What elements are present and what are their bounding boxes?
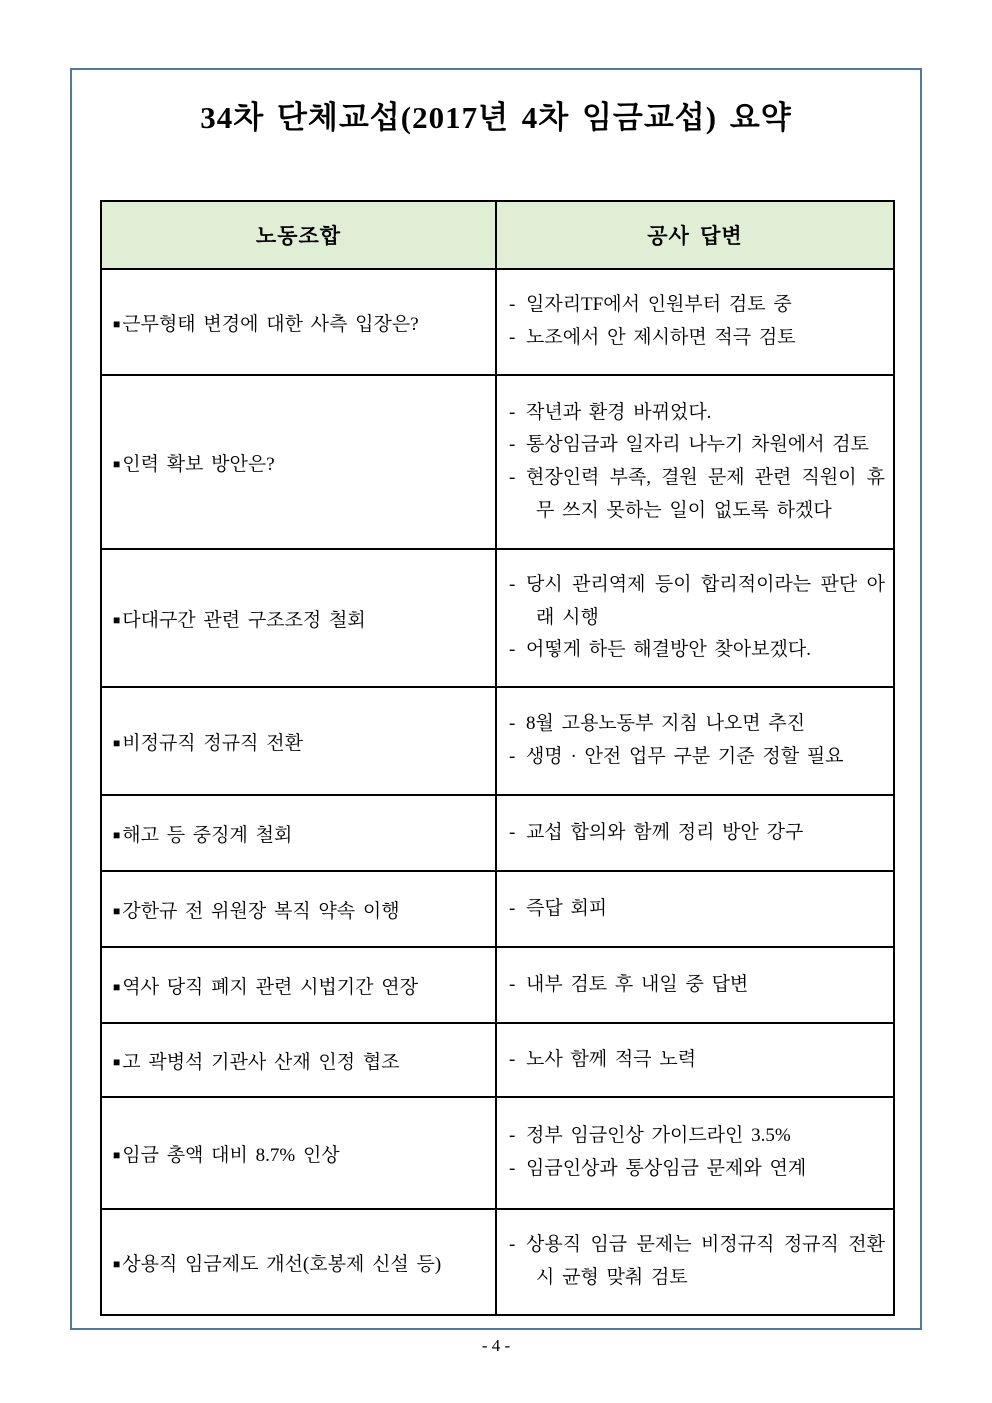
reply-line xyxy=(509,817,885,850)
dash-icon: - xyxy=(509,821,516,843)
square-bullet-icon: ■ xyxy=(113,1054,121,1069)
reply-line xyxy=(509,1229,885,1294)
union-demand xyxy=(113,605,487,632)
reply-line xyxy=(509,289,885,322)
union-cell xyxy=(101,269,496,375)
reply-text: 임금인상과 통상임금 문제와 연계 xyxy=(526,1158,807,1179)
reply-text: 당시 관리역제 등이 합리적이라는 판단 아래 시행 xyxy=(526,573,885,628)
union-demand-text: 다대구간 관련 구조조정 철회 xyxy=(122,609,366,631)
dash-icon: - xyxy=(509,401,516,423)
union-demand-text: 비정규직 정규직 전환 xyxy=(122,732,303,754)
dash-icon: - xyxy=(509,573,516,595)
negotiation-summary-table xyxy=(100,200,895,1316)
table-row xyxy=(101,947,894,1023)
square-bullet-icon: ■ xyxy=(113,735,121,750)
square-bullet-icon: ■ xyxy=(113,979,121,994)
table-row xyxy=(101,1023,894,1097)
company-reply-cell xyxy=(496,1023,894,1097)
dash-icon: - xyxy=(509,1125,516,1147)
reply-text: 일자리TF에서 인원부터 검토 중 xyxy=(526,294,792,316)
union-cell xyxy=(101,1097,496,1209)
union-demand xyxy=(113,1140,487,1167)
company-reply-cell xyxy=(496,1209,894,1315)
reply-line xyxy=(509,397,885,430)
union-demand xyxy=(113,972,487,999)
square-bullet-icon: ■ xyxy=(113,316,121,331)
reply-line xyxy=(509,741,885,774)
reply-line xyxy=(509,462,885,527)
reply-text: 현장인력 부족, 결원 문제 관련 직원이 휴무 쓰지 못하는 일이 없도록 하겠다 xyxy=(526,467,885,521)
page-number: - 4 - xyxy=(481,1336,511,1355)
reply-text: 8월 고용노동부 지침 나오면 추진 xyxy=(526,713,806,735)
dash-icon: - xyxy=(509,1234,516,1256)
union-cell xyxy=(101,795,496,871)
table-row xyxy=(101,549,894,687)
union-demand-text: 고 곽병석 기관사 산재 인정 협조 xyxy=(122,1051,400,1073)
reply-text: 교섭 합의와 함께 정리 방안 강구 xyxy=(526,821,804,843)
reply-line xyxy=(509,708,885,741)
reply-line xyxy=(509,1153,885,1186)
dash-icon: - xyxy=(509,639,516,661)
company-reply-cell xyxy=(496,549,894,687)
reply-text: 노사 함께 적극 노력 xyxy=(526,1048,697,1070)
table-row xyxy=(101,795,894,871)
reply-text: 정부 임금인상 가이드라인 3.5% xyxy=(526,1125,791,1147)
union-demand xyxy=(113,728,487,755)
table-row xyxy=(101,375,894,549)
dash-icon: - xyxy=(509,973,516,995)
table-header-row xyxy=(101,201,894,269)
union-demand-text: 해고 등 중징계 철회 xyxy=(122,824,293,846)
square-bullet-icon: ■ xyxy=(113,456,121,471)
reply-text: 노조에서 안 제시하면 적극 검토 xyxy=(526,327,796,348)
reply-text: 상용직 임금 문제는 비정규직 정규직 전환 시 균형 맞춰 검토 xyxy=(526,1234,885,1288)
table-row xyxy=(101,1209,894,1315)
reply-line xyxy=(509,1120,885,1153)
union-demand-text: 상용직 임금제도 개선(호봉제 신설 등) xyxy=(122,1253,442,1275)
reply-line xyxy=(509,429,885,462)
union-cell xyxy=(101,375,496,549)
square-bullet-icon: ■ xyxy=(113,1147,121,1162)
reply-line xyxy=(509,569,885,634)
square-bullet-icon: ■ xyxy=(113,1256,121,1271)
reply-text: 즉답 회피 xyxy=(526,897,608,919)
company-reply-cell xyxy=(496,687,894,795)
dash-icon: - xyxy=(509,1158,516,1179)
reply-line xyxy=(509,322,885,355)
dash-icon: - xyxy=(509,897,516,919)
square-bullet-icon: ■ xyxy=(113,612,121,627)
union-cell xyxy=(101,687,496,795)
table-row xyxy=(101,871,894,947)
union-demand-text: 강한규 전 위원장 복직 약속 이행 xyxy=(122,900,400,922)
company-reply-cell xyxy=(496,795,894,871)
reply-text: 작년과 환경 바뀌었다. xyxy=(526,401,712,423)
reply-text: 통상임금과 일자리 나누기 차원에서 검토 xyxy=(526,434,870,456)
union-demand-text: 인력 확보 방안은? xyxy=(122,453,275,475)
dash-icon: - xyxy=(509,1048,516,1070)
dash-icon: - xyxy=(509,327,516,348)
reply-text: 내부 검토 후 내일 중 답변 xyxy=(526,973,749,995)
dash-icon: - xyxy=(509,294,516,316)
square-bullet-icon: ■ xyxy=(113,903,121,918)
column-header-union: 노동조합 xyxy=(101,201,496,269)
company-reply-cell xyxy=(496,871,894,947)
reply-line xyxy=(509,969,885,1002)
company-reply-cell xyxy=(496,1097,894,1209)
union-demand xyxy=(113,820,487,847)
dash-icon: - xyxy=(509,467,516,488)
reply-line xyxy=(509,634,885,667)
column-header-company: 공사 답변 xyxy=(496,201,894,269)
table-row xyxy=(101,1097,894,1209)
union-demand xyxy=(113,896,487,923)
union-cell xyxy=(101,1023,496,1097)
union-cell xyxy=(101,947,496,1023)
union-cell xyxy=(101,871,496,947)
dash-icon: - xyxy=(509,746,516,767)
company-reply-cell xyxy=(496,947,894,1023)
union-demand xyxy=(113,449,487,476)
union-cell xyxy=(101,549,496,687)
dash-icon: - xyxy=(509,713,516,735)
union-cell xyxy=(101,1209,496,1315)
union-demand-text: 근무형태 변경에 대한 사측 입장은? xyxy=(122,313,419,335)
union-demand xyxy=(113,1249,487,1276)
company-reply-cell xyxy=(496,375,894,549)
reply-text: 어떻게 하든 해결방안 찾아보겠다. xyxy=(526,639,811,661)
union-demand-text: 임금 총액 대비 8.7% 인상 xyxy=(122,1144,340,1166)
company-reply-cell xyxy=(496,269,894,375)
table-row xyxy=(101,687,894,795)
union-demand-text: 역사 당직 폐지 관련 시법기간 연장 xyxy=(122,976,418,998)
union-demand xyxy=(113,309,487,336)
reply-line xyxy=(509,1044,885,1077)
dash-icon: - xyxy=(509,434,516,456)
table-row xyxy=(101,269,894,375)
union-demand xyxy=(113,1047,487,1074)
reply-text: 생명 · 안전 업무 구분 기준 정할 필요 xyxy=(526,746,844,767)
page-title: 34차 단체교섭(2017년 4차 임금교섭) 요약 xyxy=(200,100,792,135)
square-bullet-icon: ■ xyxy=(113,827,121,842)
reply-line xyxy=(509,893,885,926)
